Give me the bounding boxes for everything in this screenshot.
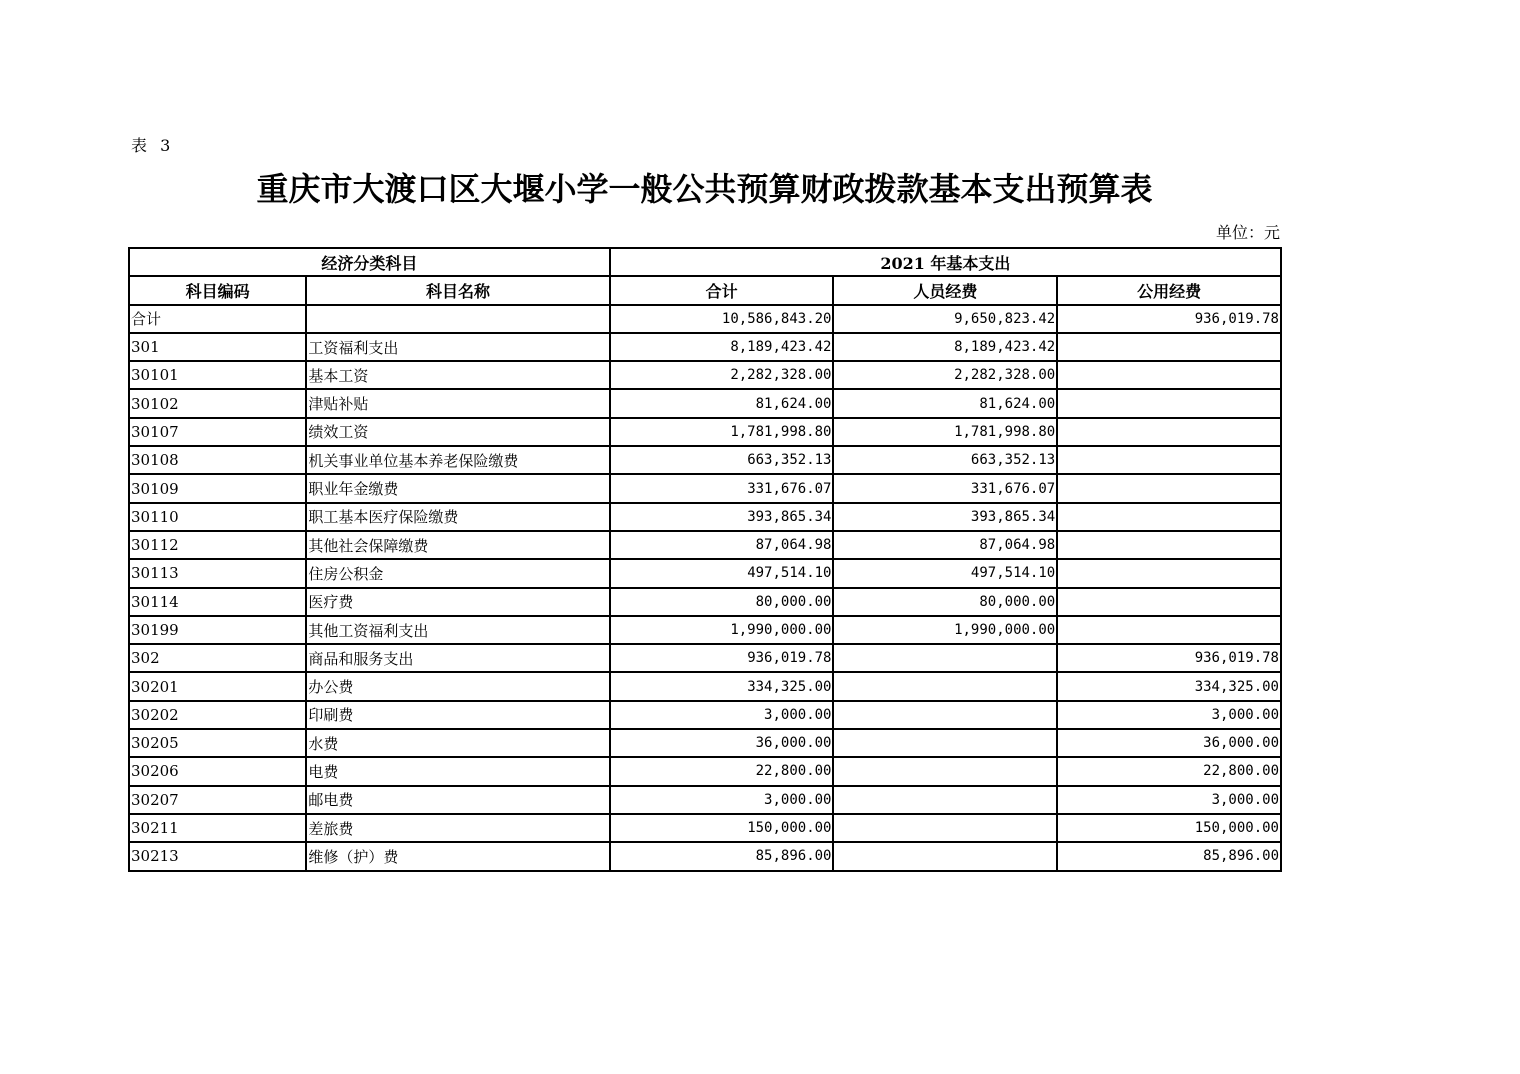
cell-subject-code: 30207	[129, 786, 306, 814]
header-subject-name: 科目名称	[306, 276, 609, 304]
cell-personnel-expense: 1,781,998.80	[833, 418, 1057, 446]
cell-personnel-expense	[833, 842, 1057, 870]
cell-subject-code: 30109	[129, 474, 306, 502]
cell-subject-name: 津贴补贴	[306, 389, 609, 417]
table-row	[129, 446, 1281, 474]
cell-personnel-expense: 663,352.13	[833, 446, 1057, 474]
table-row	[129, 559, 1281, 587]
cell-subject-code: 30110	[129, 503, 306, 531]
cell-public-expense	[1057, 559, 1281, 587]
budget-table	[128, 247, 1282, 872]
table-row	[129, 333, 1281, 361]
cell-total: 2,282,328.00	[610, 361, 834, 389]
cell-total: 22,800.00	[610, 757, 834, 785]
cell-subject-code: 30206	[129, 757, 306, 785]
cell-total: 8,189,423.42	[610, 333, 834, 361]
cell-subject-name: 职业年金缴费	[306, 474, 609, 502]
cell-total: 36,000.00	[610, 729, 834, 757]
cell-subject-name: 商品和服务支出	[306, 644, 609, 672]
cell-subject-code: 30202	[129, 701, 306, 729]
cell-subject-name: 工资福利支出	[306, 333, 609, 361]
header-personnel-expense: 人员经费	[833, 276, 1057, 304]
cell-total: 85,896.00	[610, 842, 834, 870]
table-row	[129, 644, 1281, 672]
cell-subject-code: 30201	[129, 672, 306, 700]
cell-subject-name: 其他工资福利支出	[306, 616, 609, 644]
cell-public-expense: 22,800.00	[1057, 757, 1281, 785]
cell-total: 331,676.07	[610, 474, 834, 502]
table-row	[129, 503, 1281, 531]
cell-personnel-expense: 81,624.00	[833, 389, 1057, 417]
cell-subject-name	[306, 305, 609, 333]
cell-total: 10,586,843.20	[610, 305, 834, 333]
cell-personnel-expense: 9,650,823.42	[833, 305, 1057, 333]
cell-personnel-expense: 331,676.07	[833, 474, 1057, 502]
table-row	[129, 842, 1281, 870]
cell-public-expense: 334,325.00	[1057, 672, 1281, 700]
table-row	[129, 588, 1281, 616]
table-row	[129, 701, 1281, 729]
cell-subject-name: 绩效工资	[306, 418, 609, 446]
table-row	[129, 757, 1281, 785]
cell-personnel-expense: 8,189,423.42	[833, 333, 1057, 361]
cell-subject-name: 基本工资	[306, 361, 609, 389]
cell-public-expense	[1057, 418, 1281, 446]
cell-personnel-expense	[833, 701, 1057, 729]
cell-subject-name: 医疗费	[306, 588, 609, 616]
cell-public-expense: 936,019.78	[1057, 644, 1281, 672]
cell-total: 936,019.78	[610, 644, 834, 672]
cell-subject-code: 30112	[129, 531, 306, 559]
cell-subject-code: 302	[129, 644, 306, 672]
cell-total: 81,624.00	[610, 389, 834, 417]
cell-subject-name: 水费	[306, 729, 609, 757]
cell-subject-code: 30107	[129, 418, 306, 446]
cell-subject-name: 机关事业单位基本养老保险缴费	[306, 446, 609, 474]
cell-public-expense: 150,000.00	[1057, 814, 1281, 842]
cell-total: 80,000.00	[610, 588, 834, 616]
cell-public-expense	[1057, 446, 1281, 474]
cell-subject-code: 30205	[129, 729, 306, 757]
cell-total: 3,000.00	[610, 786, 834, 814]
cell-subject-code: 30114	[129, 588, 306, 616]
cell-public-expense	[1057, 588, 1281, 616]
cell-subject-name: 印刷费	[306, 701, 609, 729]
cell-subject-name: 住房公积金	[306, 559, 609, 587]
cell-public-expense	[1057, 389, 1281, 417]
header-basic-expenditure-2021: 2021 年基本支出	[610, 248, 1281, 276]
cell-public-expense	[1057, 361, 1281, 389]
table-row	[129, 616, 1281, 644]
cell-personnel-expense: 2,282,328.00	[833, 361, 1057, 389]
table-row	[129, 786, 1281, 814]
cell-subject-name: 邮电费	[306, 786, 609, 814]
cell-subject-name: 其他社会保障缴费	[306, 531, 609, 559]
cell-public-expense	[1057, 531, 1281, 559]
cell-personnel-expense: 87,064.98	[833, 531, 1057, 559]
cell-total: 3,000.00	[610, 701, 834, 729]
unit-label: 单位：元	[1215, 223, 1280, 242]
cell-personnel-expense	[833, 814, 1057, 842]
cell-public-expense: 36,000.00	[1057, 729, 1281, 757]
cell-public-expense: 936,019.78	[1057, 305, 1281, 333]
header-total: 合计	[610, 276, 834, 304]
table-row	[129, 389, 1281, 417]
cell-subject-code: 30213	[129, 842, 306, 870]
cell-subject-code: 30108	[129, 446, 306, 474]
cell-subject-name: 职工基本医疗保险缴费	[306, 503, 609, 531]
cell-personnel-expense	[833, 757, 1057, 785]
cell-personnel-expense	[833, 786, 1057, 814]
cell-total: 497,514.10	[610, 559, 834, 587]
document-title: 重庆市大渡口区大堰小学一般公共预算财政拨款基本支出预算表	[256, 170, 1153, 208]
cell-total: 1,990,000.00	[610, 616, 834, 644]
cell-total: 393,865.34	[610, 503, 834, 531]
table-row	[129, 729, 1281, 757]
header-row-columns	[129, 276, 1281, 304]
cell-public-expense: 3,000.00	[1057, 786, 1281, 814]
table-row	[129, 305, 1281, 333]
table-row	[129, 474, 1281, 502]
cell-subject-code: 30199	[129, 616, 306, 644]
table-row	[129, 814, 1281, 842]
cell-total: 663,352.13	[610, 446, 834, 474]
cell-public-expense: 3,000.00	[1057, 701, 1281, 729]
cell-subject-code: 30102	[129, 389, 306, 417]
cell-total: 150,000.00	[610, 814, 834, 842]
cell-personnel-expense	[833, 729, 1057, 757]
cell-total: 87,064.98	[610, 531, 834, 559]
cell-personnel-expense: 497,514.10	[833, 559, 1057, 587]
cell-public-expense	[1057, 616, 1281, 644]
cell-subject-code: 301	[129, 333, 306, 361]
cell-subject-name: 办公费	[306, 672, 609, 700]
header-economic-classification: 经济分类科目	[129, 248, 610, 276]
header-subject-code: 科目编码	[129, 276, 306, 304]
cell-subject-name: 维修（护）费	[306, 842, 609, 870]
cell-personnel-expense: 393,865.34	[833, 503, 1057, 531]
cell-subject-code: 30211	[129, 814, 306, 842]
table-row	[129, 418, 1281, 446]
cell-public-expense	[1057, 503, 1281, 531]
table-row	[129, 531, 1281, 559]
cell-public-expense: 85,896.00	[1057, 842, 1281, 870]
table-number-label: 表 3	[131, 136, 175, 155]
cell-public-expense	[1057, 474, 1281, 502]
table-row	[129, 361, 1281, 389]
cell-subject-code: 30113	[129, 559, 306, 587]
cell-subject-name: 差旅费	[306, 814, 609, 842]
cell-personnel-expense	[833, 672, 1057, 700]
cell-public-expense	[1057, 333, 1281, 361]
cell-subject-code: 30101	[129, 361, 306, 389]
table-row	[129, 672, 1281, 700]
cell-subject-name: 电费	[306, 757, 609, 785]
header-row-group	[129, 248, 1281, 276]
cell-personnel-expense: 1,990,000.00	[833, 616, 1057, 644]
cell-personnel-expense	[833, 644, 1057, 672]
header-public-expense: 公用经费	[1057, 276, 1281, 304]
cell-total: 334,325.00	[610, 672, 834, 700]
cell-subject-code: 合计	[129, 305, 306, 333]
cell-total: 1,781,998.80	[610, 418, 834, 446]
cell-personnel-expense: 80,000.00	[833, 588, 1057, 616]
